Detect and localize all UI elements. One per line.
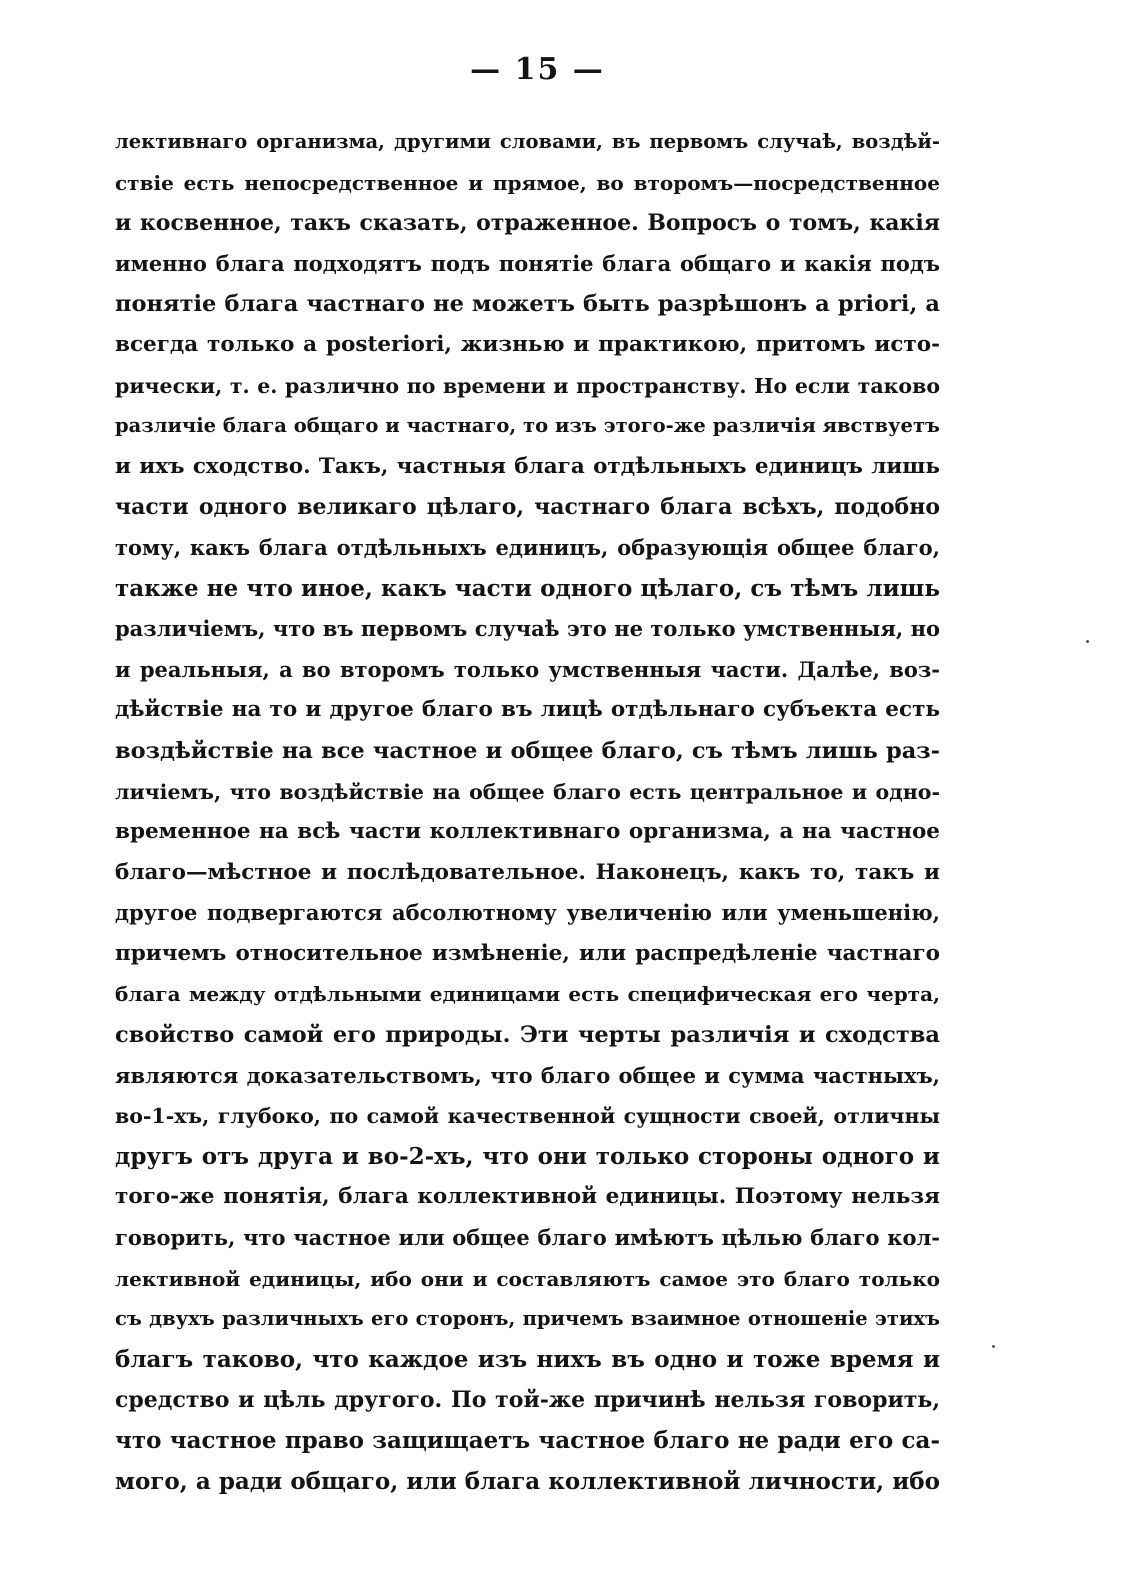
- scan-speck: [1086, 640, 1089, 643]
- text-line-7: рически, т. е. различно по времени и пространству. Но если таково: [115, 373, 940, 398]
- text-line-6: всегда только a posteriori, жизнью и практикою, притомъ исто-: [115, 331, 940, 357]
- text-line-27: того-же понятія, блага коллективной единицы. Поэтому нельзя: [115, 1184, 940, 1210]
- text-line-22: блага между отдѣльными единицами есть специфическая его черта,: [115, 982, 940, 1007]
- text-line-25: во-1-хъ, глубоко, по самой качественной сущности своей, отличны: [115, 1104, 940, 1129]
- text-line-12: также не что иное, какъ части одного цѣлаго, съ тѣмъ лишь: [115, 574, 940, 602]
- text-line-29: лективной единицы, ибо они и составляютъ самое это благо только: [115, 1266, 940, 1291]
- text-line-4: именно блага подходятъ подъ понятіе блага общаго и какія подъ: [115, 250, 940, 276]
- text-line-14: и реальныя, а во второмъ только умственныя части. Далѣе, воз-: [115, 656, 940, 682]
- text-line-15: дѣйствіе на то и другое благо въ лицѣ отдѣльнаго субъекта есть: [115, 697, 940, 723]
- body-text: [115, 122, 940, 1502]
- text-line-32: средство и цѣль другого. По той-же причинѣ нельзя говорить,: [115, 1387, 940, 1414]
- text-line-3: и косвенное, такъ сказать, отраженное. Вопросъ о томъ, какія: [115, 210, 940, 237]
- text-line-10: части одного великаго цѣлаго, частнаго блага всѣхъ, подобно: [115, 494, 940, 521]
- text-line-30: съ двухъ различныхъ его сторонъ, причемъ взаимное отношеніе этихъ: [115, 1307, 940, 1331]
- scan-speck: [992, 1345, 995, 1348]
- text-line-5: понятіе блага частнаго не можетъ быть разрѣшонъ a priori, a: [115, 291, 940, 318]
- text-line-26: другъ отъ друга и во-2-хъ, что они только стороны одного и: [115, 1142, 940, 1170]
- text-line-23: свойство самой его природы. Эти черты различія и сходства: [115, 1022, 940, 1049]
- text-line-34: мого, а ради общаго, или блага коллективной личности, ибо: [115, 1467, 940, 1495]
- text-line-9: и ихъ сходство. Такъ, частныя блага отдѣльныхъ единицъ лишь: [115, 453, 940, 479]
- text-line-8: различіе блага общаго и частнаго, то изъ этого-же различія явствуетъ: [115, 414, 940, 438]
- page-number: — 15 —: [470, 52, 605, 87]
- text-line-11: тому, какъ блага отдѣльныхъ единицъ, образующія общее благо,: [115, 534, 940, 560]
- text-line-18: временное на всѣ части коллективнаго организма, а на частное: [115, 819, 940, 845]
- text-line-17: личіемъ, что воздѣйствіе на общее благо есть центральное и одно-: [115, 779, 940, 804]
- text-line-33: что частное право защищаетъ частное благо не ради его са-: [115, 1427, 940, 1454]
- text-line-13: различіемъ, что въ первомъ случаѣ это не только умственныя, но: [115, 616, 940, 642]
- text-line-16: воздѣйствіе на все частное и общее благо, съ тѣмъ лишь раз-: [115, 737, 940, 764]
- text-line-21: причемъ относительное измѣненіе, или распредѣленіе частнаго: [115, 940, 940, 966]
- text-line-24: являются доказательствомъ, что благо общее и сумма частныхъ,: [115, 1062, 940, 1088]
- text-line-1: лективнаго организма, другими словами, въ первомъ случаѣ, воздѣй-: [115, 130, 940, 153]
- text-line-19: благо—мѣстное и послѣдовательное. Наконецъ, какъ то, такъ и: [115, 859, 940, 885]
- text-line-31: благъ таково, что каждое изъ нихъ въ одно и тоже время и: [115, 1345, 940, 1373]
- text-line-28: говорить, что частное или общее благо имѣютъ цѣлью благо кол-: [115, 1225, 940, 1251]
- text-line-2: ствіе есть непосредственное и прямое, во второмъ—посредственное: [115, 170, 940, 195]
- text-line-20: другое подвергаются абсолютному увеличенію или уменьшенію,: [115, 900, 940, 926]
